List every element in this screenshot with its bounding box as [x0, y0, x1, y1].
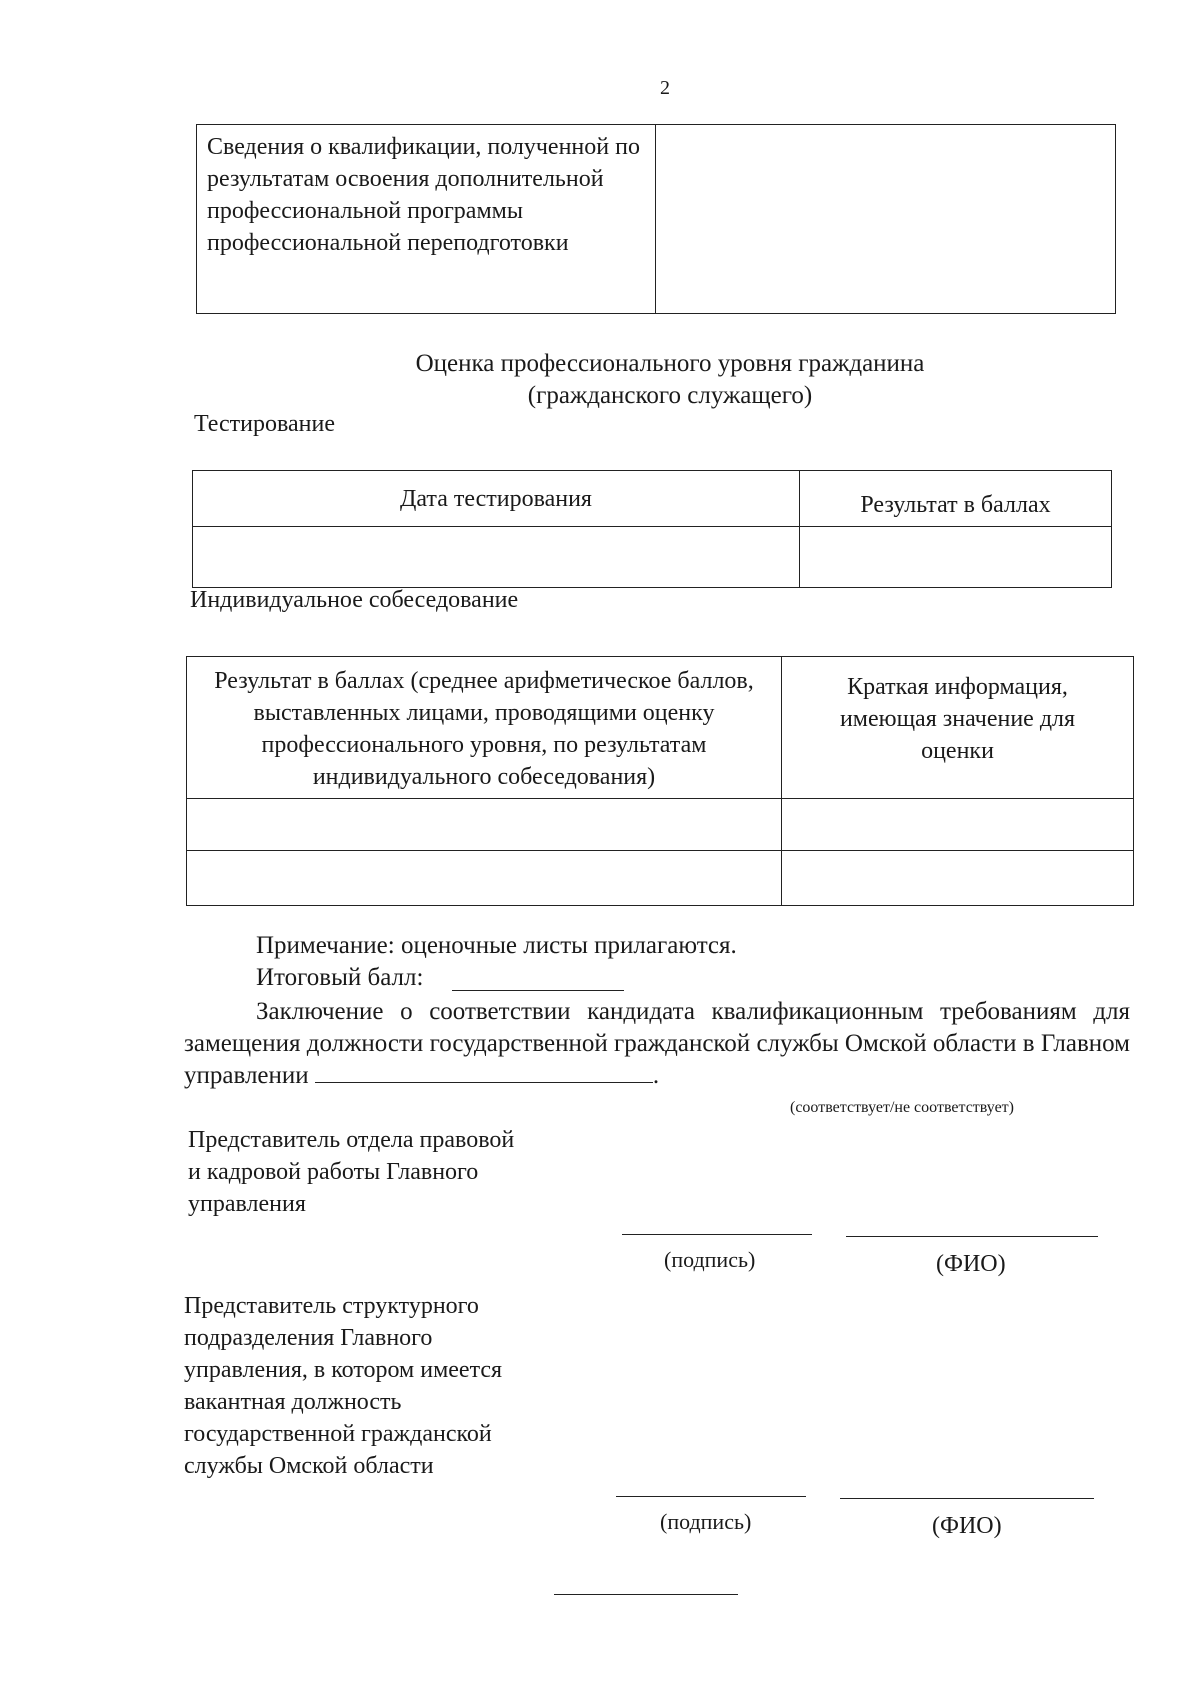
rep-unit-signature-line[interactable] [616, 1496, 806, 1497]
testing-col-date: Дата тестирования [193, 471, 800, 527]
interview-col-score: Результат в баллах (среднее арифметическое баллов, выставленных лицами, проводящими оценку профессионального уровня, по результатам индивидуального собеседования) [187, 657, 782, 799]
qualification-label: Сведения о квалификации, полученной по результатам освоения дополнительной профессиональной программы профессиональной переподготовки [197, 125, 656, 314]
conclusion-body: Заключение о соответствии кандидата квалификационным требованиям для замещения должности государственной гражданской службы Омской области в Главном управлении [184, 998, 1130, 1089]
rep-hr-line1: Представитель отдела правовой [188, 1127, 515, 1153]
total-score-line[interactable] [452, 990, 624, 991]
rep-hr-line2: и кадровой работы Главного [188, 1159, 479, 1185]
qualification-value [656, 125, 1116, 314]
testing-table [192, 470, 1112, 588]
rep-unit-signature-caption: (подпись) [660, 1509, 752, 1534]
interview-cell-info-1[interactable] [782, 799, 1134, 851]
conclusion-answer-line[interactable] [315, 1064, 653, 1083]
testing-cell-date[interactable] [193, 527, 800, 588]
interview-table [186, 656, 1134, 906]
note-text: Примечание: оценочные листы прилагаются. [256, 932, 737, 959]
page-number: 2 [660, 77, 670, 99]
rep-unit-line1: Представитель структурного [184, 1293, 479, 1319]
testing-col-score: Результат в баллах [800, 471, 1112, 527]
rep-hr-name-caption: (ФИО) [936, 1251, 1006, 1277]
total-score-label: Итоговый балл: [256, 964, 424, 991]
rep-hr-line3: управления [188, 1191, 306, 1217]
interview-heading: Индивидуальное собеседование [190, 587, 519, 613]
rep-hr-signature-line[interactable] [622, 1234, 812, 1235]
qualification-table [196, 124, 1116, 314]
interview-cell-score-2[interactable] [187, 851, 782, 906]
rep-unit-name-line[interactable] [840, 1498, 1094, 1499]
rep-unit-line5: государственной гражданской [184, 1421, 492, 1447]
conclusion-hint: (соответствует/не соответствует) [790, 1099, 1014, 1116]
interview-cell-info-2[interactable] [782, 851, 1134, 906]
rep-unit-line4: вакантная должность [184, 1389, 402, 1415]
rep-unit-line2: подразделения Главного [184, 1325, 433, 1351]
interview-cell-score-1[interactable] [187, 799, 782, 851]
testing-cell-score[interactable] [800, 527, 1112, 588]
rep-unit-line6: службы Омской области [184, 1453, 434, 1479]
section-title-line2: (гражданского служащего) [527, 382, 813, 409]
conclusion-period: . [652, 1062, 660, 1089]
rep-unit-line3: управления, в котором имеется [184, 1357, 503, 1383]
section-title-line1: Оценка профессионального уровня гражданина [415, 350, 925, 377]
closing-separator [554, 1594, 738, 1595]
rep-hr-name-line[interactable] [846, 1236, 1098, 1237]
rep-hr-signature-caption: (подпись) [664, 1247, 756, 1272]
rep-unit-name-caption: (ФИО) [932, 1513, 1002, 1539]
testing-heading: Тестирование [194, 411, 335, 437]
interview-col-info: Краткая информация, имеющая значение для оценки [782, 657, 1134, 799]
conclusion-text [184, 996, 1130, 1092]
